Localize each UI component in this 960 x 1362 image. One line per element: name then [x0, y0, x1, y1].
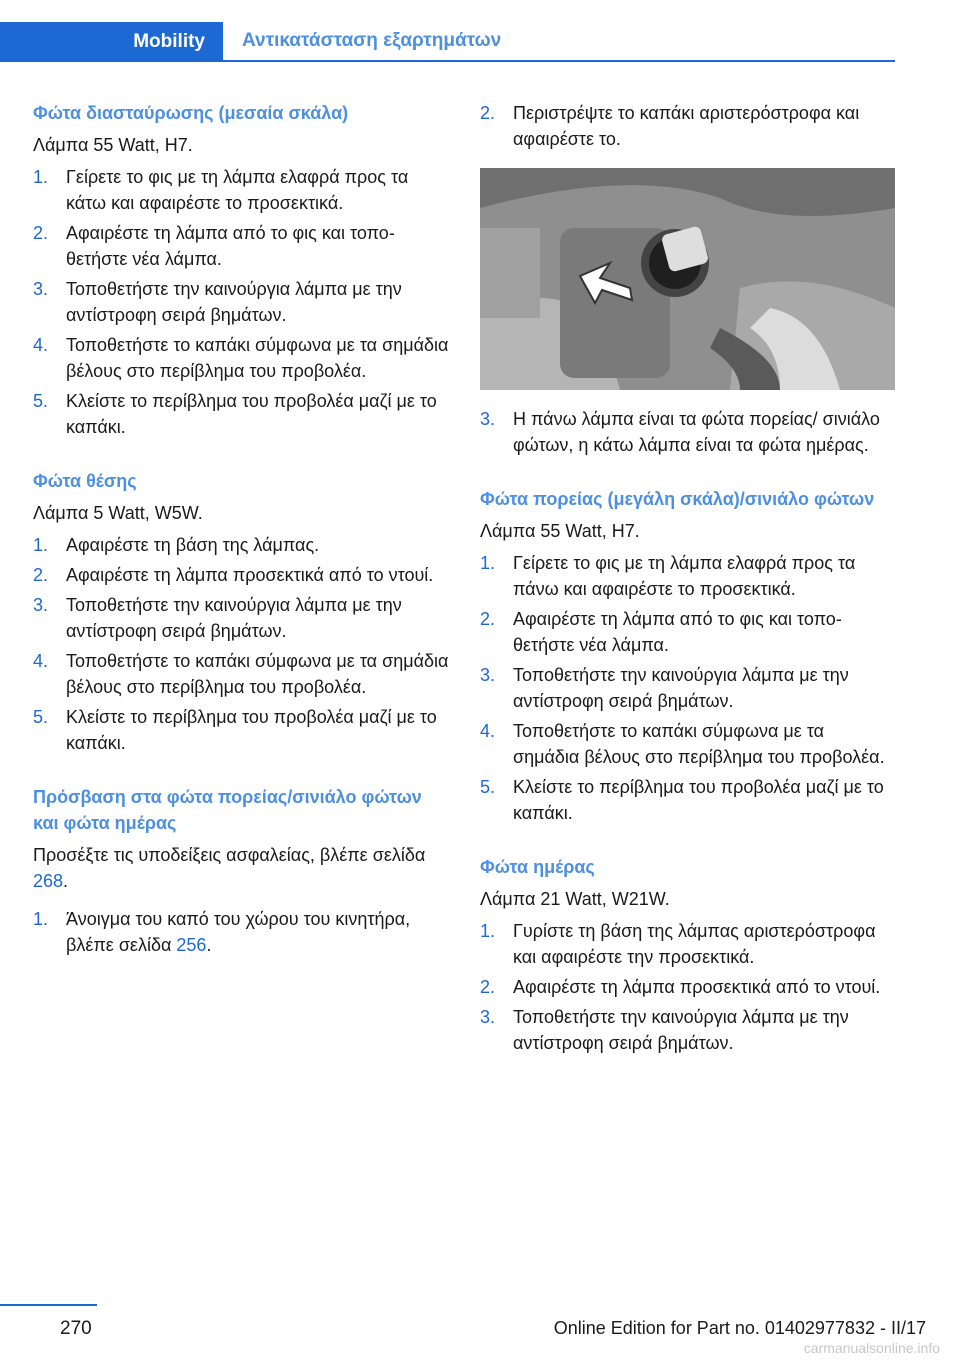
step-text: Αφαιρέστε τη βάση της λάμπας. — [66, 535, 320, 555]
step-text: Άνοιγμα του καπό του χώρου του κινητήρα, βλέπε σελίδα — [66, 909, 411, 955]
step-text: Γυρίστε τη βάση της λάμπας αριστερόστροφα και αφαιρέστε την προσεκτικά. — [513, 921, 876, 967]
list-item — [480, 918, 895, 970]
list-item — [33, 562, 450, 588]
list-item — [480, 718, 895, 770]
step-number: 1. — [480, 553, 496, 573]
step-text: Αφαιρέστε τη λάμπα από το φις και τοποθετήστε νέα λάμπα. — [66, 223, 395, 269]
step-number: 3. — [33, 595, 49, 615]
list-item — [33, 704, 450, 756]
left-column — [33, 100, 450, 962]
section-heading-low-beam: Φώτα διασταύρωσης (μεσαία σκάλα) — [33, 103, 349, 123]
list-item — [33, 388, 450, 440]
steps-daytime-lights — [480, 918, 895, 1056]
footer-rule — [0, 1304, 97, 1306]
safety-note — [33, 842, 450, 894]
header-rule — [0, 60, 895, 62]
step-text: Η πάνω λάμπα είναι τα φώτα πορείας/ σινιάλο φώτων, η κάτω λάμπα είναι τα φώτα ημέρας. — [513, 409, 880, 455]
step-text: Τοποθετήστε το καπάκι σύμφωνα με τα σημάδια βέλους στο περίβλημα του προβολέα. — [66, 651, 449, 697]
step-text: Τοποθετήστε το καπάκι σύμφωνα με τα σημάδια βέλους στο περίβλημα του προβολέα. — [513, 721, 885, 767]
section-heading-position-lights: Φώτα θέσης — [33, 471, 137, 491]
step-number: 4. — [33, 651, 49, 671]
tab-section-title: Αντικατάσταση εξαρτημάτων — [242, 30, 502, 51]
step-number: 1. — [33, 535, 49, 555]
section-heading-daytime-lights: Φώτα ημέρας — [480, 857, 595, 877]
headlight-cover-photo — [480, 168, 895, 390]
step-number: 3. — [33, 279, 49, 299]
step-number: 2. — [33, 223, 49, 243]
list-item — [33, 164, 450, 216]
safety-note-text: Προσέξτε τις υποδείξεις ασφαλείας, βλέπε σελίδα — [33, 845, 426, 865]
list-item — [33, 906, 450, 958]
page-number: 270 — [60, 1318, 92, 1339]
step-number: 2. — [480, 977, 496, 997]
steps-access — [33, 906, 450, 958]
step-number: 2. — [480, 609, 496, 629]
step-text: Κλείστε το περίβλημα του προβολέα μαζί με το καπάκι. — [513, 777, 884, 823]
list-item — [33, 332, 450, 384]
list-item — [480, 406, 895, 458]
step-text: Περιστρέψτε το καπάκι αριστερόστροφα και αφαιρέστε το. — [513, 103, 860, 149]
step-text: Γείρετε το φις με τη λάμπα ελαφρά προς τα πάνω και αφαιρέστε το προσεκτικά. — [513, 553, 856, 599]
step-text: Αφαιρέστε τη λάμπα από το φις και τοποθετήστε νέα λάμπα. — [513, 609, 842, 655]
steps-position-lights — [33, 532, 450, 756]
list-item — [480, 774, 895, 826]
step-number: 2. — [480, 103, 496, 123]
bulb-spec-high-beam: Λάμπα 55 Watt, H7. — [480, 521, 640, 541]
step-text: Τοποθετήστε την καινούργια λάμπα με την αντίστροφη σειρά βημάτων. — [513, 1007, 849, 1053]
list-item — [480, 974, 895, 1000]
step-number: 3. — [480, 409, 496, 429]
step-text: Αφαιρέστε τη λάμπα προσεκτικά από το ντουί. — [66, 565, 434, 585]
steps-high-beam — [480, 550, 895, 826]
step-number: 1. — [33, 909, 49, 929]
step-number: 4. — [33, 335, 49, 355]
bulb-spec-position-lights: Λάμπα 5 Watt, W5W. — [33, 503, 203, 523]
list-item — [480, 606, 895, 658]
step-number: 3. — [480, 665, 496, 685]
step-text: Τοποθετήστε το καπάκι σύμφωνα με τα σημάδια βέλους στο περίβλημα του προβολέα. — [66, 335, 449, 381]
steps-low-beam — [33, 164, 450, 440]
list-item — [33, 276, 450, 328]
step-number: 4. — [480, 721, 496, 741]
safety-note-end: . — [63, 871, 69, 891]
step-text: Αφαιρέστε τη λάμπα προσεκτικά από το ντουί. — [513, 977, 881, 997]
tab-mobility: Mobility — [0, 22, 223, 62]
step-text-end: . — [206, 935, 212, 955]
step-number: 2. — [33, 565, 49, 585]
step-number: 3. — [480, 1007, 496, 1027]
list-item — [480, 1004, 895, 1056]
watermark: carmanualsonline.info — [803, 1340, 940, 1356]
step-text: Τοποθετήστε την καινούργια λάμπα με την αντίστροφη σειρά βημάτων. — [513, 665, 849, 711]
section-heading-high-beam: Φώτα πορείας (μεγάλη σκάλα)/σινιάλο φώτων — [480, 489, 875, 509]
edition-info: Online Edition for Part no. 01402977832 - II/17 — [553, 1318, 926, 1338]
right-column — [480, 100, 895, 1060]
list-item — [33, 220, 450, 272]
bulb-spec-daytime-lights: Λάμπα 21 Watt, W21W. — [480, 889, 670, 909]
step-text: Τοποθετήστε την καινούργια λάμπα με την αντίστροφη σειρά βημάτων. — [66, 279, 402, 325]
step-number: 5. — [480, 777, 496, 797]
list-item — [480, 550, 895, 602]
step-number: 1. — [33, 167, 49, 187]
step-text: Γείρετε το φις με τη λάμπα ελαφρά προς τα κάτω και αφαιρέστε το προσεκτικά. — [66, 167, 409, 213]
steps-access-continued-2 — [480, 406, 895, 458]
bulb-spec-low-beam: Λάμπα 55 Watt, H7. — [33, 135, 193, 155]
page-link-268[interactable]: 268 — [33, 871, 64, 891]
list-item — [33, 592, 450, 644]
list-item — [480, 662, 895, 714]
step-number: 5. — [33, 707, 49, 727]
section-heading-access: Πρόσβαση στα φώτα πορείας/σινιάλο φώτων και φώτα ημέρας — [33, 787, 422, 833]
step-text: Κλείστε το περίβλημα του προβολέα μαζί με το καπάκι. — [66, 707, 437, 753]
step-number: 1. — [480, 921, 496, 941]
list-item — [33, 648, 450, 700]
page-link-256[interactable]: 256 — [176, 935, 207, 955]
list-item — [480, 100, 895, 152]
step-text: Κλείστε το περίβλημα του προβολέα μαζί με το καπάκι. — [66, 391, 437, 437]
header-bar — [0, 22, 895, 62]
steps-access-continued — [480, 100, 895, 152]
list-item — [33, 532, 450, 558]
step-text: Τοποθετήστε την καινούργια λάμπα με την αντίστροφη σειρά βημάτων. — [66, 595, 402, 641]
step-number: 5. — [33, 391, 49, 411]
